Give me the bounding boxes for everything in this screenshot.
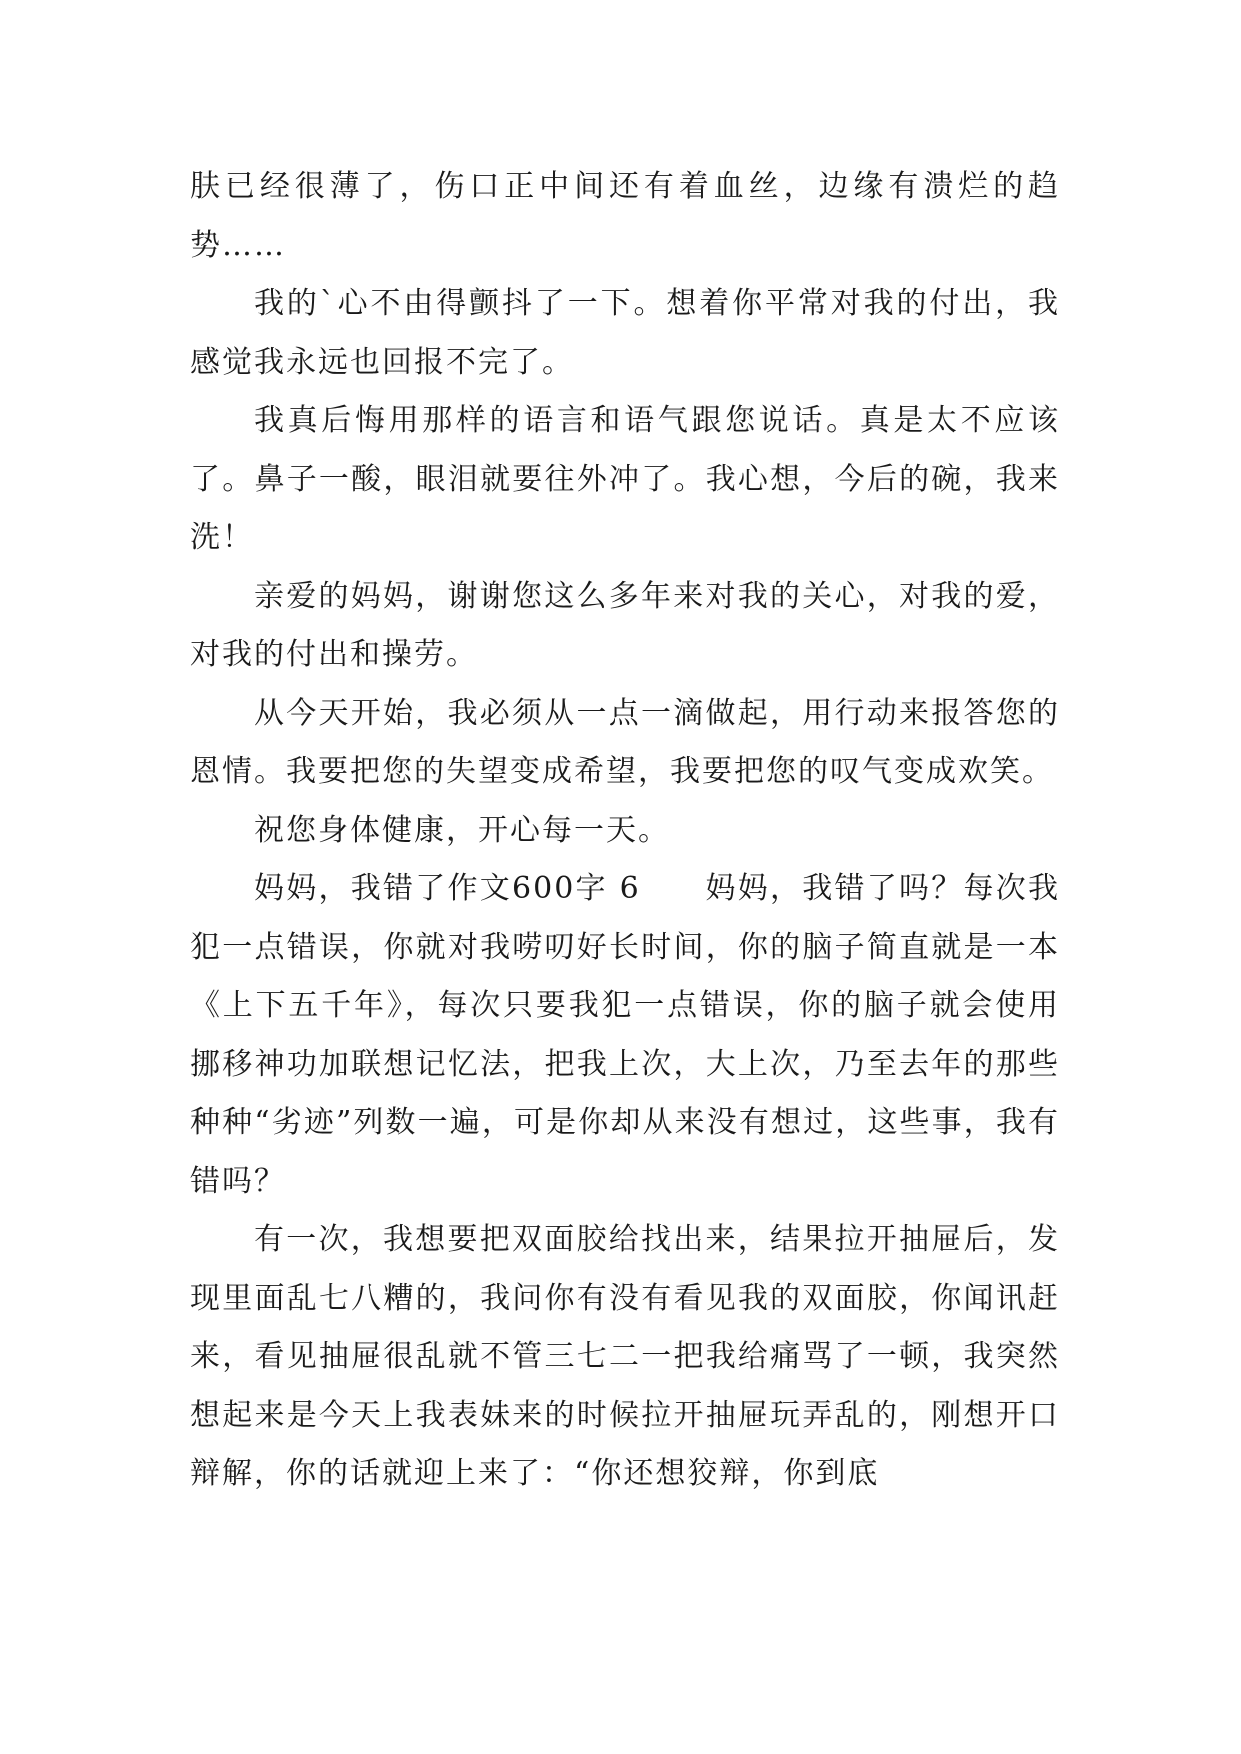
paragraph-2: 我的`心不由得颤抖了一下。想着你平常对我的付出，我感觉我永远也回报不完了。 — [190, 286, 1060, 380]
document-body — [190, 158, 1060, 1504]
paragraph-7: 妈妈，我错了作文600字 6 妈妈，我错了吗？每次我犯一点错误，你就对我唠叨好长时间，你的脑子简直就是一本《上下五千年》，每次只要我犯一点错误，你的脑子就会使用挪移神功加联想记忆法，把我上次，大上次，乃至去年的那些种种“劣迹”列数一遍，可是你却从来没有想过，这些事，我有错吗？ — [190, 871, 1060, 1199]
paragraph-8: 有一次，我想要把双面胶给找出来，结果拉开抽屉后，发现里面乱七八糟的，我问你有没有看见我的双面胶，你闻讯赶来，看见抽屉很乱就不管三七二一把我给痛骂了一顿，我突然想起来是今天上我表妹来的时候拉开抽屉玩弄乱的，刚想开口辩解，你的话就迎上来了：“你还想狡辩，你到底 — [190, 1222, 1060, 1491]
paragraph-3: 我真后悔用那样的语言和语气跟您说话。真是太不应该了。鼻子一酸，眼泪就要往外冲了。我心想，今后的碗，我来洗！ — [190, 403, 1060, 555]
paragraph-5: 从今天开始，我必须从一点一滴做起，用行动来报答您的恩情。我要把您的失望变成希望，我要把您的叹气变成欢笑。 — [190, 695, 1060, 789]
paragraph-1: 肤已经很薄了，伤口正中间还有着血丝，边缘有溃烂的趋势…… — [190, 169, 1060, 263]
paragraph-4: 亲爱的妈妈，谢谢您这么多年来对我的关心，对我的爱，对我的付出和操劳。 — [190, 578, 1060, 672]
paragraph-6: 祝您身体健康，开心每一天。 — [254, 812, 670, 848]
